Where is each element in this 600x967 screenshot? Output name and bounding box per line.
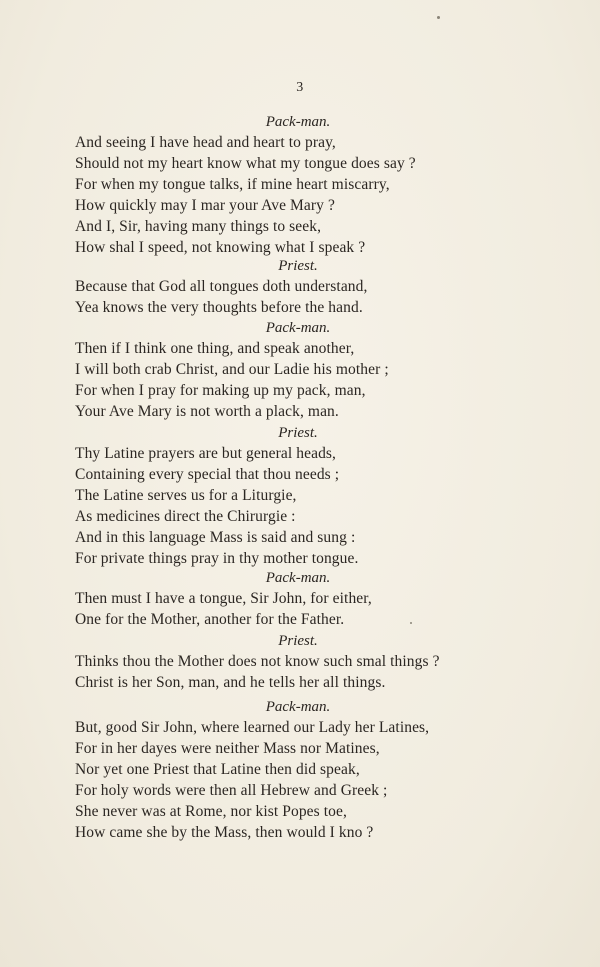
verse-line: For in her dayes were neither Mass nor Matines, (75, 740, 380, 757)
speaker-heading: Pack-man. (265, 320, 331, 336)
verse-line: And in this language Mass is said and sung : (75, 529, 356, 546)
verse-line: Yea knows the very thoughts before the hand. (75, 299, 363, 316)
speaker-heading: Pack-man. (265, 570, 331, 586)
verse-line: As medicines direct the Chirurgie : (75, 508, 296, 525)
verse-line: Should not my heart know what my tongue does say ? (75, 155, 416, 172)
verse-line: For when my tongue talks, if mine heart miscarry, (75, 176, 390, 193)
speech-block (75, 256, 515, 318)
page-speck (410, 622, 412, 624)
page-speck (437, 16, 440, 19)
verse-line: Thinks thou the Mother does not know such smal things ? (75, 653, 440, 670)
verse-line: She never was at Rome, nor kist Popes toe, (75, 803, 347, 820)
speaker-heading: Priest. (278, 258, 318, 274)
speech-block (75, 568, 515, 630)
verse-line: For when I pray for making up my pack, man, (75, 382, 366, 399)
verse-line: Thy Latine prayers are but general heads, (75, 445, 337, 462)
speaker-heading: Priest. (278, 425, 318, 441)
speech-block (75, 697, 515, 843)
verse-line: Your Ave Mary is not worth a plack, man. (75, 403, 339, 420)
speech-block (75, 318, 515, 422)
speech-block (75, 631, 515, 693)
verse-line: One for the Mother, another for the Father. (75, 611, 345, 628)
verse-line: Because that God all tongues doth understand, (75, 278, 368, 295)
verse-line: How quickly may I mar your Ave Mary ? (75, 197, 335, 214)
page-number: 3 (296, 80, 304, 95)
verse-line: For holy words were then all Hebrew and Greek ; (75, 782, 388, 799)
verse-line: Christ is her Son, man, and he tells her all things. (75, 674, 386, 691)
speech-block (75, 112, 515, 258)
verse-line: How came she by the Mass, then would I kno ? (75, 824, 374, 841)
speech-block (75, 423, 515, 569)
speaker-heading: Pack-man. (265, 699, 331, 715)
verse-line: I will both crab Christ, and our Ladie his mother ; (75, 361, 389, 378)
verse-line: How shal I speed, not knowing what I speak ? (75, 239, 366, 256)
speaker-heading: Priest. (278, 633, 318, 649)
verse-line: Nor yet one Priest that Latine then did speak, (75, 761, 360, 778)
verse-line: For private things pray in thy mother tongue. (75, 550, 359, 567)
verse-line: And I, Sir, having many things to seek, (75, 218, 322, 235)
verse-line: But, good Sir John, where learned our Lady her Latines, (75, 719, 430, 736)
verse-line: Then must I have a tongue, Sir John, for either, (75, 590, 372, 607)
verse-line: Containing every special that thou needs ; (75, 466, 340, 483)
verse-line: Then if I think one thing, and speak another, (75, 340, 355, 357)
verse-line: And seeing I have head and heart to pray, (75, 134, 336, 151)
speaker-heading: Pack-man. (265, 114, 331, 130)
verse-line: The Latine serves us for a Liturgie, (75, 487, 297, 504)
